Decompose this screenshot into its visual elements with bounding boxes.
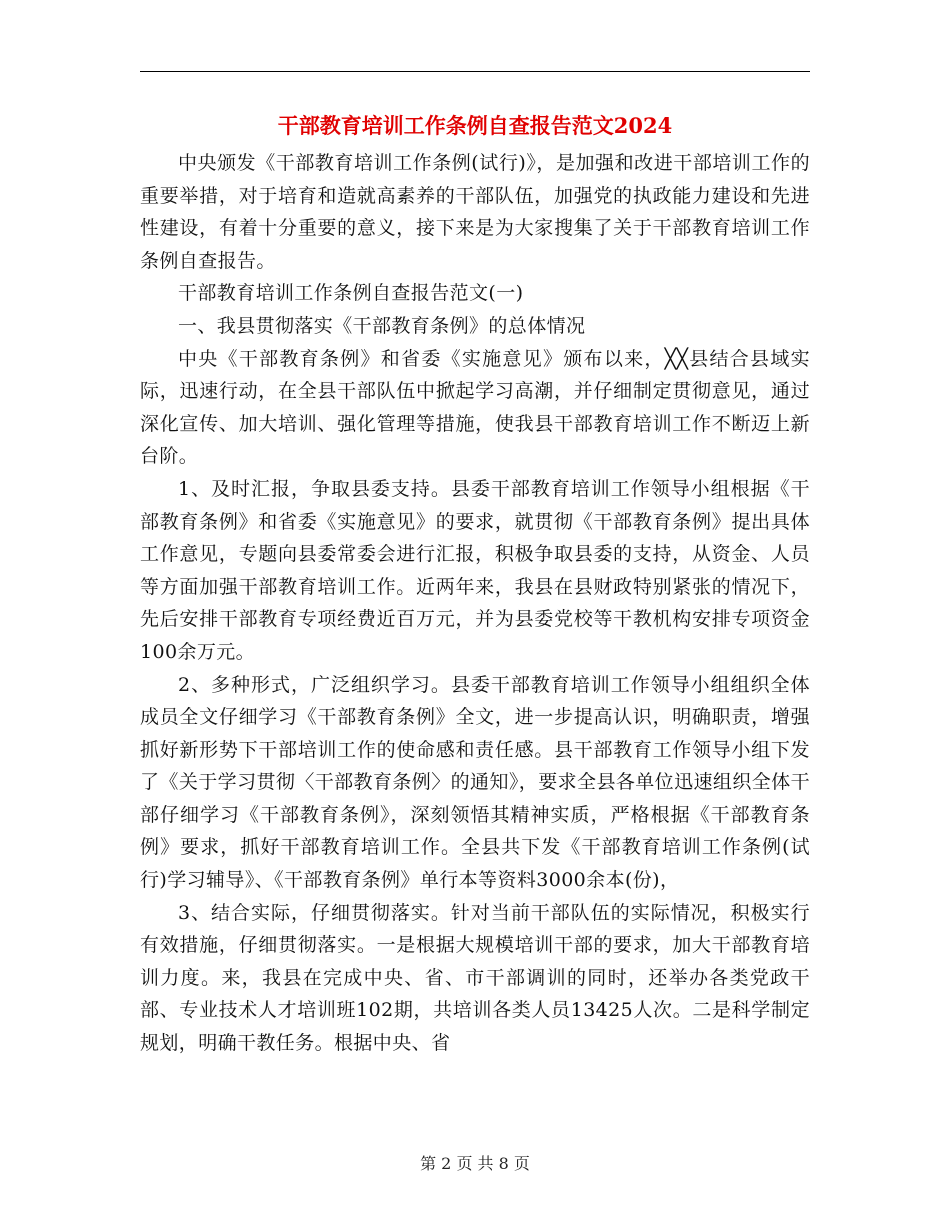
header-rule <box>140 71 810 72</box>
document-body <box>140 147 810 1060</box>
section-heading: 干部教育培训工作条例自查报告范文(一) <box>178 282 524 305</box>
paragraph-point-1: 1、及时汇报，争取县委支持。县委干部教育培训工作领导小组根据《干部教育条例》和省委《实施意见》的要求，就贯彻《干部教育条例》提出具体工作意见，专题向县委常委会进行汇报，积极争取县委的支持，从资金、人员等方面加强干部教育培训工作。近两年来，我县在县财政特别紧张的情况下，先后安排干部教育专项经费近百万元，并为县委党校等干教机构安排专项资金100余万元。 <box>140 477 810 663</box>
paragraph-overview: 中央《干部教育条例》和省委《实施意见》颁布以来，╳╳县结合县域实际，迅速行动，在全县干部队伍中掀起学习高潮，并仔细制定贯彻意见，通过深化宣传、加大培训、强化管理等措施，使我县干部教育培训工作不断迈上新台阶。 <box>140 347 810 468</box>
page-number: 第 2 页 共 8 页 <box>420 1154 530 1173</box>
paragraph-point-3: 3、结合实际，仔细贯彻落实。针对当前干部队伍的实际情况，积极实行有效措施，仔细贯彻落实。一是根据大规模培训干部的要求，加大干部教育培训力度。来，我县在完成中央、省、市干部调训的同时，还举办各类党政干部、专业技术人才培训班102期，共培训各类人员13425人次。二是科学制定规划，明确干教任务。根据中央、省 <box>140 901 810 1055</box>
subsection-heading: 一、我县贯彻落实《干部教育条例》的总体情况 <box>178 314 586 337</box>
paragraph-point-2: 2、多种形式，广泛组织学习。县委干部教育培训工作领导小组组织全体成员全文仔细学习《干部教育条例》全文，进一步提高认识，明确职责，增强抓好新形势下干部培训工作的使命感和责任感。县干部教育工作领导小组下发了《关于学习贯彻〈干部教育条例〉的通知》，要求全县各单位迅速组织全体干部仔细学习《干部教育条例》，深刻领悟其精神实质，严格根据《干部教育条例》要求，抓好干部教育培训工作。全县共下发《干部教育培训工作条例(试行)学习辅导》、《干部教育条例》单行本等资料3000余本(份)， <box>140 673 810 892</box>
document-title: 干部教育培训工作条例自查报告范文2024 <box>277 113 673 138</box>
paragraph-intro: 中央颁发《干部教育培训工作条例(试行)》，是加强和改进干部培训工作的重要举措，对于培育和造就高素养的干部队伍，加强党的执政能力建设和先进性建设，有着十分重要的意义，接下来是为大家搜集了关于干部教育培训工作条例自查报告。 <box>140 152 810 272</box>
